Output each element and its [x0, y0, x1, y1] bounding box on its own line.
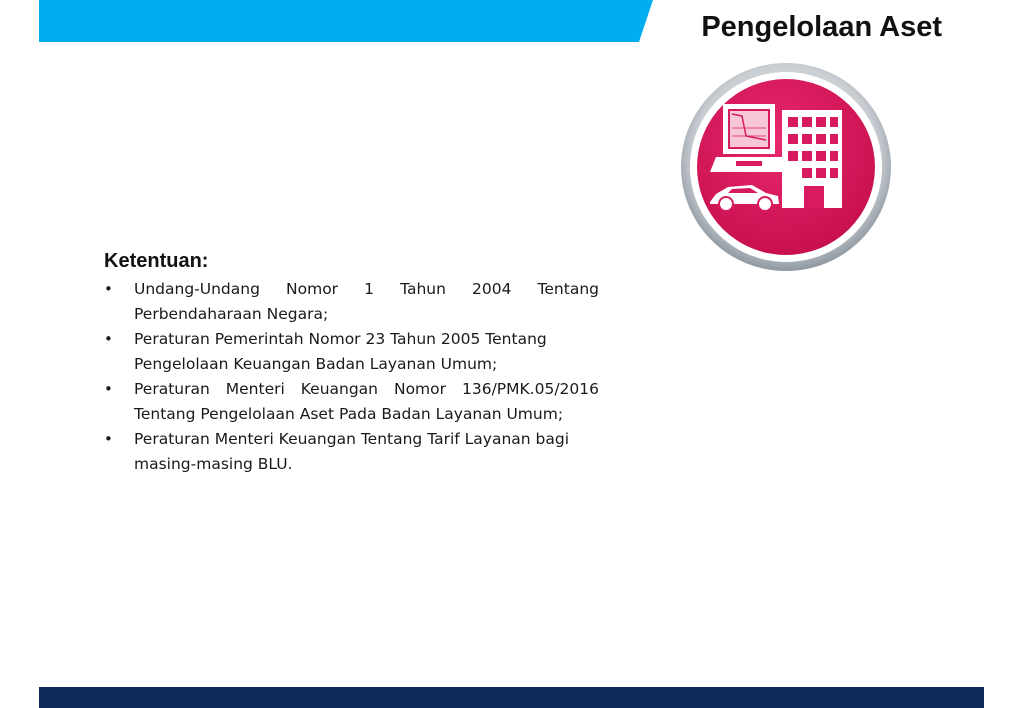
rule-text: Peraturan Menteri Keuangan Tentang Tarif Layanan bagi masing-masing BLU.: [134, 430, 570, 473]
bullet-icon: •: [104, 380, 113, 398]
building-icon: [782, 110, 842, 208]
list-item: [104, 277, 599, 327]
section-heading: Ketentuan:: [104, 250, 209, 272]
rule-list: [104, 277, 599, 477]
rule-text: Undang-Undang Nomor 1 Tahun 2004 Tentang Perbendaharaan Negara;: [134, 280, 599, 323]
list-item: [104, 327, 599, 377]
top-banner: [39, 0, 653, 42]
asset-emblem: [680, 62, 892, 272]
footer-bar: [39, 687, 984, 708]
list-item: [104, 427, 599, 477]
bullet-icon: •: [104, 280, 113, 298]
rule-text: Peraturan Pemerintah Nomor 23 Tahun 2005 Tentang Pengelolaan Keuangan Badan Layanan Umum;: [134, 330, 547, 373]
rule-text: Peraturan Menteri Keuangan Nomor 136/PMK.05/2016 Tentang Pengelolaan Aset Pada Badan Layanan Umum;: [134, 380, 599, 423]
slide-title: Pengelolaan Aset: [701, 11, 942, 43]
list-item: [104, 377, 599, 427]
bullet-icon: •: [104, 430, 113, 448]
bullet-icon: •: [104, 330, 113, 348]
content-area: [104, 250, 599, 477]
